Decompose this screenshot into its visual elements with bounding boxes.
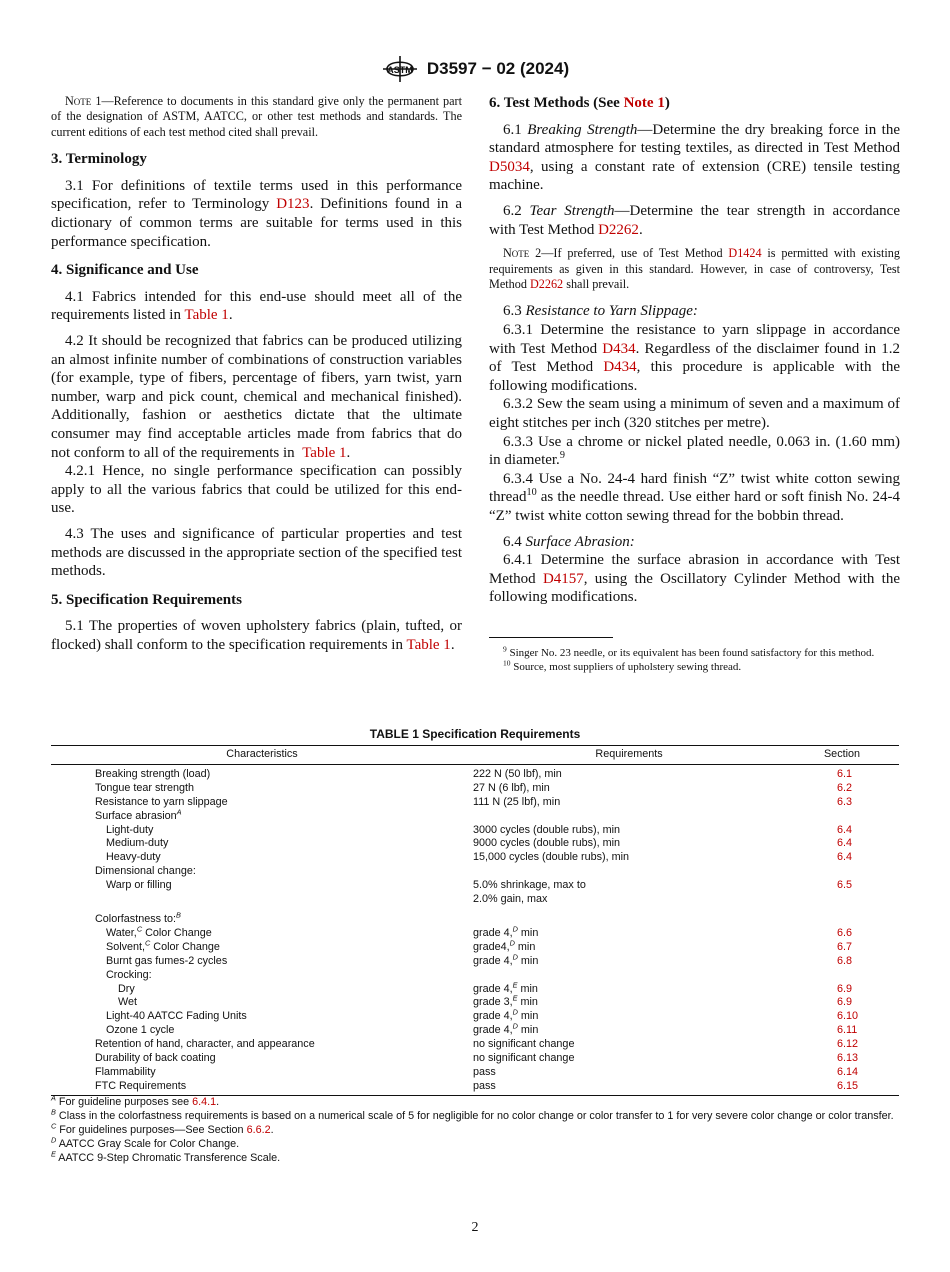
para-6-1: 6.1 Breaking Strength—Determine the dry breaking force in the standard atmosphere for testing textiles, as directed in Test Method D5034, using a constant rate of extension (CRE) tensile testing machine. bbox=[489, 121, 901, 194]
footnote-10: $^{10}$ Source, most suppliers of upholstery sewing thread. bbox=[503, 658, 742, 673]
table-row: Water,$^C$ Color Change grade 4,$^D$ min 6.6 bbox=[51, 927, 899, 941]
note-2: Note 2—If preferred, use of Test Method D1424 is permitted with existing requirements as given in this standard. However, in case of controversy, Test Method D2262 shall prevail. bbox=[489, 246, 900, 291]
section-link[interactable]: 6.4 bbox=[837, 837, 853, 850]
logo-text: ASTM bbox=[387, 65, 413, 75]
section-link[interactable]: 6.7 bbox=[837, 940, 853, 953]
link-table-1[interactable]: Table 1 bbox=[184, 307, 229, 324]
header-requirements: Requirements bbox=[473, 746, 785, 765]
table-footnote-a: $^A$ For guideline purposes see 6.4.1. bbox=[51, 1093, 220, 1108]
document-designation: D3597 − 02 (2024) bbox=[426, 59, 570, 78]
right-column bbox=[489, 94, 900, 674]
section-4-heading: 4. Significance and Use bbox=[51, 262, 199, 279]
para-6-3-3: 6.3.3 Use a chrome or nickel plated needle, 0.063 in. (1.60 mm) in diameter.$^9$ bbox=[489, 433, 900, 469]
left-column bbox=[51, 94, 462, 661]
para-5-1: 5.1 The properties of woven upholstery fabrics (plain, tufted, or flocked) shall conform to the specification requirements in Table 1. bbox=[51, 618, 462, 653]
link-d4157[interactable]: D4157 bbox=[542, 570, 584, 587]
link-table-1[interactable]: Table 1 bbox=[406, 636, 451, 653]
table-row: Durability of back coating no significant change 6.13 bbox=[51, 1052, 899, 1066]
para-6-4-1: 6.4.1 Determine the surface abrasion in accordance with Test Method D4157, using the Oscillatory Cylinder Method with the following modifications. bbox=[489, 552, 900, 606]
table-row: Heavy-duty 15,000 cycles (double rubs), min 6.4 bbox=[51, 851, 899, 865]
header-characteristics: Characteristics bbox=[51, 746, 473, 765]
para-4-1: 4.1 Fabrics intended for this end-use should meet all of the requirements listed in Table 1. bbox=[51, 288, 462, 324]
table-header-row bbox=[51, 746, 899, 765]
table-row: Warp or filling 5.0% shrinkage, max to 2.0% gain, max 6.5 bbox=[51, 879, 899, 907]
table-row: Colorfastness to:$^B$ bbox=[95, 910, 181, 925]
para-6-3-4: 6.3.4 Use a No. 24-4 hard finish “Z” twist white cotton sewing thread$^{10}$ as the needle thread. Use either hard or soft finish No. 24-4 “Z” twist white cotton sewing thread for the bobbin thread. bbox=[489, 470, 900, 524]
section-link[interactable]: 6.8 bbox=[837, 954, 853, 967]
table-footnotes bbox=[51, 1095, 899, 1165]
section-link[interactable]: 6.4 bbox=[837, 851, 853, 864]
link-6-6-2[interactable]: 6.6.2 bbox=[246, 1124, 271, 1136]
table-row: Surface abrasion$^A$ bbox=[95, 807, 182, 822]
astm-logo-icon bbox=[381, 53, 419, 85]
table-row: Dimensional change: bbox=[95, 865, 196, 878]
para-6-2: 6.2 Tear Strength—Determine the tear strength in accordance with Test Method D2262. bbox=[489, 202, 900, 238]
table-row: Dry grade 4,$^E$ min 6.9 bbox=[51, 983, 899, 997]
link-d434[interactable]: D434 bbox=[603, 359, 637, 376]
table-row: Retention of hand, character, and appearance no significant change 6.12 bbox=[51, 1038, 899, 1052]
table-row: Medium-duty 9000 cycles (double rubs), min 6.4 bbox=[51, 837, 899, 851]
table-footnote-e: $^E$ AATCC 9-Step Chromatic Transference Scale. bbox=[51, 1149, 281, 1164]
link-d1424[interactable]: D1424 bbox=[728, 246, 762, 261]
table-footnote-c: $^C$ For guidelines purposes—See Section 6.6.2. bbox=[51, 1121, 274, 1136]
link-d5034[interactable]: D5034 bbox=[489, 158, 530, 175]
link-d2262[interactable]: D2262 bbox=[598, 221, 639, 238]
section-link[interactable]: 6.12 bbox=[837, 1038, 859, 1051]
header-section: Section bbox=[785, 746, 899, 765]
note-1-text: —Reference to documents in this standard give only the permanent part of the designation of ASTM, AATCC, or other test methods and standards. The current editions of each test method cited shall prevail. bbox=[51, 94, 463, 139]
table-row: Wet grade 3,$^E$ min 6.9 bbox=[51, 996, 899, 1010]
table-row: Resistance to yarn slippage 111 N (25 lbf), min 6.3 bbox=[51, 796, 899, 810]
link-d434[interactable]: D434 bbox=[602, 340, 636, 357]
para-6-4: 6.4 Surface Abrasion: bbox=[503, 533, 635, 550]
specification-table bbox=[51, 745, 899, 1096]
table-row: Solvent,$^C$ Color Change grade4,$^D$ min 6.7 bbox=[51, 941, 899, 955]
section-link[interactable]: 6.15 bbox=[785, 1080, 899, 1095]
footnote-divider bbox=[489, 637, 613, 638]
link-d2262[interactable]: D2262 bbox=[529, 276, 564, 291]
table-row: Flammability pass 6.14 bbox=[51, 1066, 899, 1080]
section-link[interactable]: 6.2 bbox=[837, 781, 853, 794]
section-link[interactable]: 6.10 bbox=[837, 1010, 859, 1023]
section-link[interactable]: 6.14 bbox=[837, 1065, 859, 1078]
footnote-ref-10[interactable]: 10 bbox=[526, 487, 537, 499]
table-footnote-d: $^D$ AATCC Gray Scale for Color Change. bbox=[51, 1135, 240, 1150]
section-3-heading: 3. Terminology bbox=[51, 151, 147, 168]
table-row: Light-duty 3000 cycles (double rubs), min 6.4 bbox=[51, 824, 899, 838]
section-link[interactable]: 6.4 bbox=[837, 823, 853, 836]
para-4-2-1: 4.2.1 Hence, no single performance specification can possibly apply to all the various fabrics that could be utilized for this end-use. bbox=[51, 463, 462, 517]
link-6-4-1[interactable]: 6.4.1 bbox=[192, 1096, 217, 1108]
table-title: TABLE 1 Specification Requirements bbox=[369, 727, 581, 741]
note-1-label: Note 1 bbox=[65, 94, 102, 108]
section-link[interactable]: 6.11 bbox=[837, 1024, 858, 1037]
section-6-heading: 6. Test Methods (See Note 1) bbox=[489, 95, 670, 111]
footnote-9: $^9$ Singer No. 23 needle, or its equivalent has been found satisfactory for this method. bbox=[503, 644, 875, 659]
note-1 bbox=[51, 94, 462, 140]
section-5-heading: 5. Specification Requirements bbox=[51, 591, 242, 608]
section-link[interactable]: 6.9 bbox=[837, 996, 853, 1009]
link-d123[interactable]: D123 bbox=[276, 196, 310, 213]
para-6-3-1: 6.3.1 Determine the resistance to yarn slippage in accordance with Test Method D434. Regardless of the disclaimer found in 1.2 of Test Method D434, this procedure is applicable with the following modifications. bbox=[489, 321, 900, 394]
table-row: Burnt gas fumes-2 cycles grade 4,$^D$ min 6.8 bbox=[51, 955, 899, 969]
section-link[interactable]: 6.1 bbox=[837, 767, 853, 780]
table-footnote-b: $^B$ Class in the colorfastness requirements is based on a numerical scale of 5 for negligible for no color change or color transfer to 1 for very severe color change or color transfer. bbox=[51, 1107, 894, 1122]
link-note-1[interactable]: Note 1 bbox=[623, 95, 665, 111]
section-link[interactable]: 6.13 bbox=[837, 1052, 859, 1065]
table-row: Crocking: bbox=[106, 968, 152, 981]
section-link[interactable]: 6.3 bbox=[837, 795, 853, 808]
table-row: Ozone 1 cycle grade 4,$^D$ min 6.11 bbox=[51, 1024, 899, 1038]
table-row: Breaking strength (load) 222 N (50 lbf), min 6.1 bbox=[51, 764, 899, 781]
page-number: 2 bbox=[471, 1220, 479, 1235]
para-6-3: 6.3 Resistance to Yarn Slippage: bbox=[503, 303, 698, 320]
footnote-ref-9[interactable]: 9 bbox=[559, 450, 565, 462]
para-4-3: 4.3 The uses and significance of particular properties and test methods are discussed in the appropriate section of the specified test methods. bbox=[51, 525, 462, 580]
para-4-2: 4.2 It should be recognized that fabrics can be produced utilizing an almost infinite number of combinations of construction variables (for example, type of fibers, percentage of fibers, yarn twist, yarn number, warp and pick count, chemical and mechanical finished). Additionally, fashion or aesthetics dictate that the ultimate consumer may find acceptable articles made from fabrics that do not conform to all of the requirements in Table 1. bbox=[51, 332, 462, 461]
page-header bbox=[0, 52, 950, 86]
link-table-1[interactable]: Table 1 bbox=[302, 444, 347, 461]
table-row: Tongue tear strength 27 N (6 lbf), min 6.2 bbox=[51, 782, 899, 796]
table-row: FTC Requirements pass 6.15 bbox=[51, 1080, 899, 1095]
table-row: Light-40 AATCC Fading Units grade 4,$^D$ min 6.10 bbox=[51, 1010, 899, 1024]
section-link[interactable]: 6.6 bbox=[837, 926, 853, 939]
section-link[interactable]: 6.5 bbox=[837, 879, 853, 892]
section-link[interactable]: 6.9 bbox=[837, 982, 853, 995]
para-3-1: 3.1 For definitions of textile terms used in this performance specification, refer to Terminology D123. Definitions found in a dictionary of common terms are suitable for terms used in this performance specification. bbox=[51, 177, 462, 250]
para-6-3-2: 6.3.2 Sew the seam using a minimum of seven and a maximum of eight stitches per inch (320 stitches per metre). bbox=[489, 396, 900, 431]
